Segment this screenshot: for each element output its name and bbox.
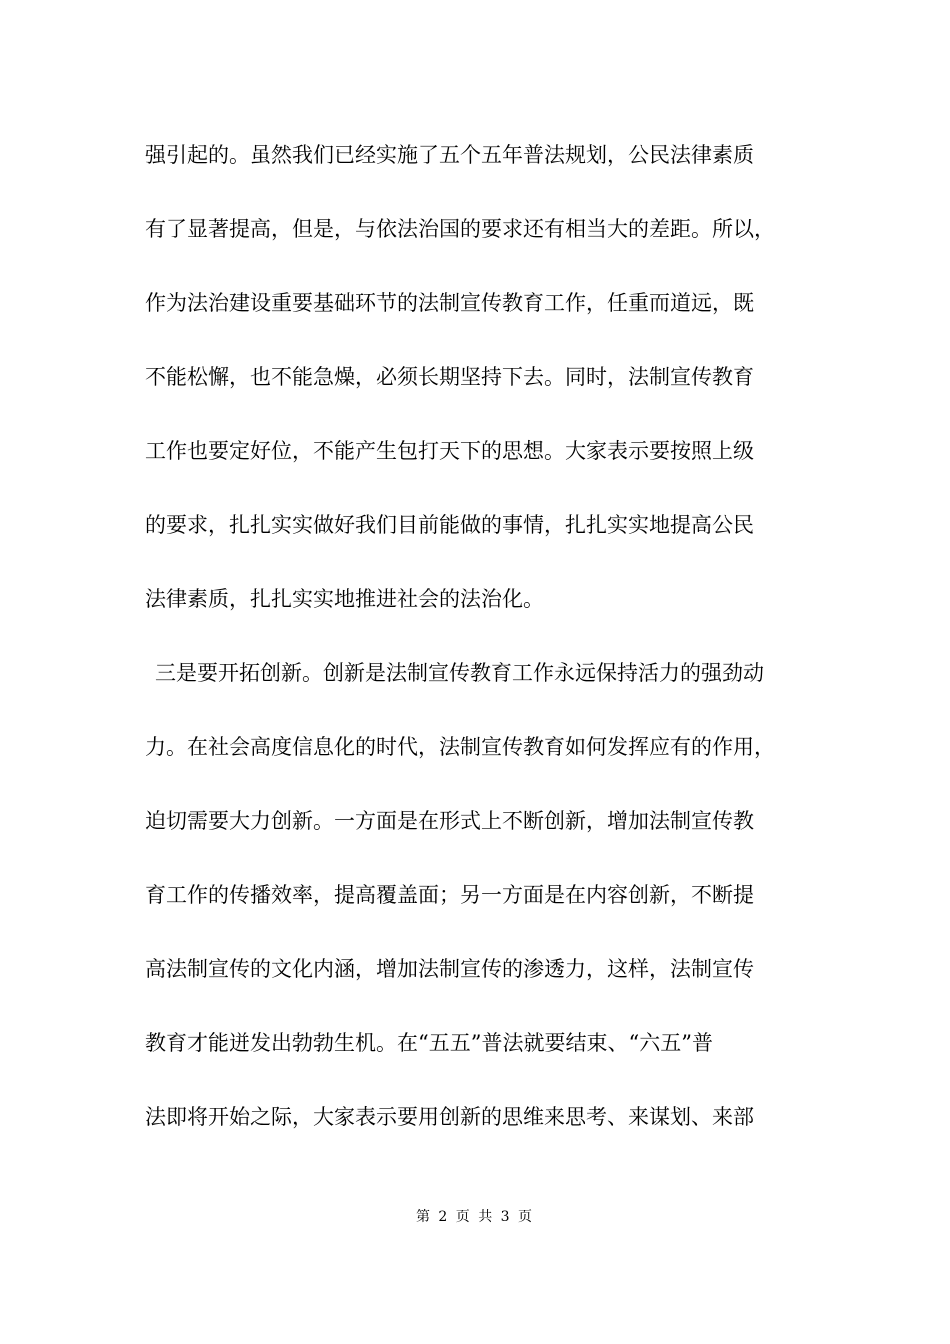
text-line: 有了显著提高，但是，与依法治国的要求还有相当大的差距。所以， [145,217,775,241]
text-line: 法律素质，扎扎实实地推进社会的法治化。 [145,587,544,611]
text-line: 作为法治建设重要基础环节的法制宣传教育工作，任重而道远，既 [145,291,754,315]
text-line: 不能松懈，也不能急燥，必须长期坚持下去。同时，法制宣传教育 [145,365,754,389]
text-line: 力。在社会高度信息化的时代，法制宣传教育如何发挥应有的作用， [145,735,775,759]
page-number-footer: 第 2 页 共 3 页 [415,1209,535,1225]
text-line: 的要求，扎扎实实做好我们目前能做的事情，扎扎实实地提高公民 [145,513,754,537]
paragraph-start-line: 三是要开拓创新。创新是法制宣传教育工作永远保持活力的强劲动 [155,661,764,685]
text-line: 强引起的。虽然我们已经实施了五个五年普法规划，公民法律素质 [145,143,754,167]
text-line: 教育才能迸发出勃勃生机。在“五五”普法就要结束、“六五”普 [145,1031,713,1055]
text-line: 法即将开始之际，大家表示要用创新的思维来思考、来谋划、来部 [145,1105,754,1129]
text-line: 工作也要定好位，不能产生包打天下的思想。大家表示要按照上级 [145,439,754,463]
text-line: 高法制宣传的文化内涵，增加法制宣传的渗透力，这样，法制宣传 [145,957,754,981]
body-text [145,135,845,1171]
text-line: 育工作的传播效率，提高覆盖面；另一方面是在内容创新，不断提 [145,883,754,907]
text-line: 迫切需要大力创新。一方面是在形式上不断创新，增加法制宣传教 [145,809,754,833]
